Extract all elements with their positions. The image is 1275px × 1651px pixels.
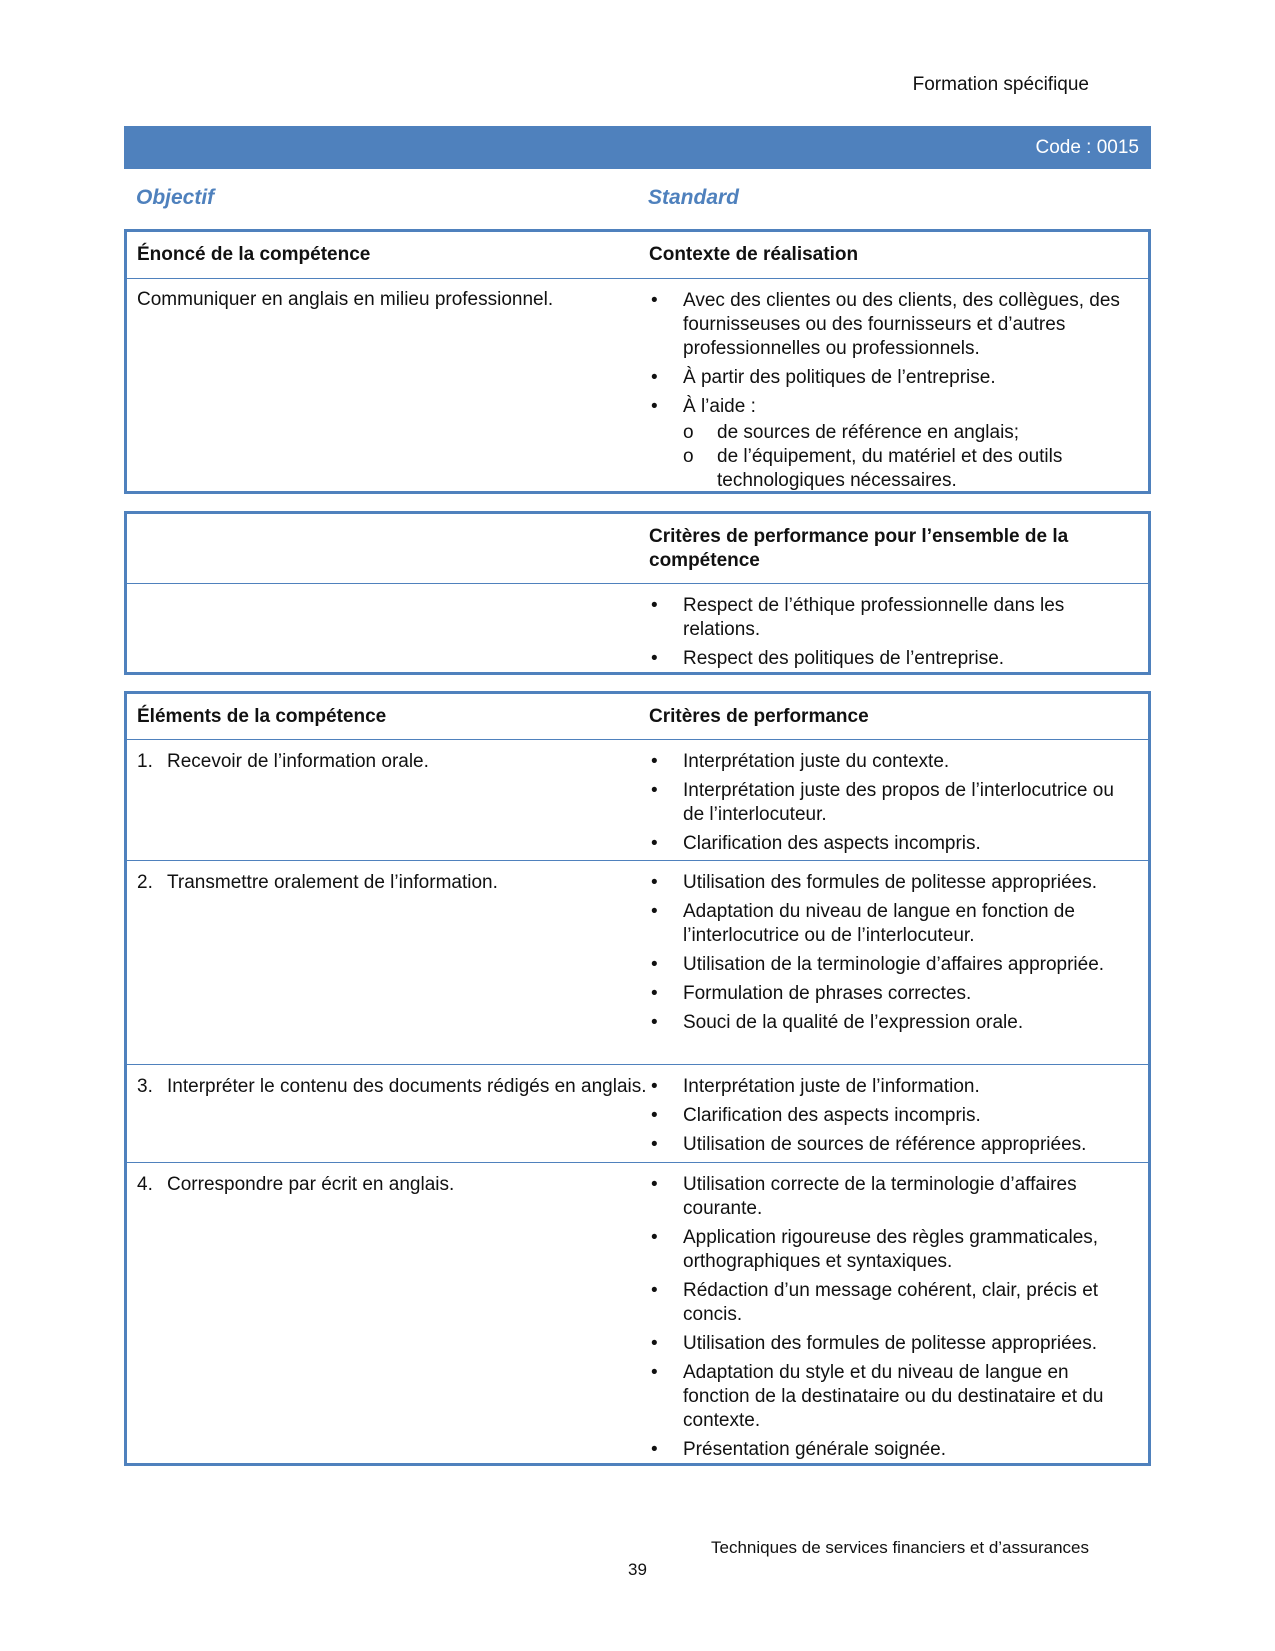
element-number: 2. bbox=[137, 872, 153, 893]
criterion: • Clarification des aspects incompris. bbox=[649, 832, 1139, 856]
overall-criterion: • Respect de l’éthique professionnelle dans les relations. bbox=[649, 594, 1139, 642]
competence-box bbox=[124, 229, 1151, 494]
context-subitem: o de sources de référence en anglais; bbox=[683, 421, 1139, 445]
element-label bbox=[137, 750, 657, 774]
criteria-list bbox=[649, 871, 1139, 1040]
criterion: • Adaptation du style et du niveau de langue en fonction de la destinataire ou du destinataire et du contexte. bbox=[649, 1361, 1139, 1433]
element-text: Transmettre oralement de l’information. bbox=[167, 872, 498, 893]
element-label bbox=[137, 871, 657, 895]
elements-box bbox=[124, 691, 1151, 1466]
context-item-text: À l’aide : bbox=[683, 396, 756, 417]
competence-body-row bbox=[127, 278, 1148, 491]
competence-statement: Communiquer en anglais en milieu professionnel. bbox=[137, 289, 554, 310]
criterion: • Utilisation de sources de référence appropriées. bbox=[649, 1133, 1139, 1157]
objective-title: Objectif bbox=[136, 186, 215, 209]
criterion: • Rédaction d’un message cohérent, clair, précis et concis. bbox=[649, 1279, 1139, 1327]
overall-criteria-box bbox=[124, 511, 1151, 675]
column-titles bbox=[136, 186, 1146, 212]
criteria-list bbox=[649, 1173, 1139, 1467]
criterion: • Utilisation de la terminologie d’affaires appropriée. bbox=[649, 953, 1139, 977]
element-row bbox=[127, 1162, 1148, 1463]
overall-criterion: • Respect des politiques de l’entreprise. bbox=[649, 647, 1139, 671]
element-row bbox=[127, 739, 1148, 860]
context-list bbox=[649, 289, 1139, 498]
element-number: 4. bbox=[137, 1174, 153, 1195]
criteria-list bbox=[649, 1075, 1139, 1162]
criterion: • Interprétation juste de l’information. bbox=[649, 1075, 1139, 1099]
overall-criteria-body-row bbox=[127, 583, 1148, 672]
element-number: 1. bbox=[137, 751, 153, 772]
element-text: Recevoir de l’information orale. bbox=[167, 751, 429, 772]
elements-heading: Éléments de la compétence bbox=[137, 706, 387, 727]
criteria-list bbox=[649, 750, 1139, 861]
competency-code: Code : 0015 bbox=[1035, 137, 1139, 158]
criterion: • Application rigoureuse des règles grammaticales, orthographiques et syntaxiques. bbox=[649, 1226, 1139, 1274]
overall-criteria-heading: Critères de performance pour l’ensemble de la compétence bbox=[649, 526, 1069, 571]
criterion: • Présentation générale soignée. bbox=[649, 1438, 1139, 1462]
element-number: 3. bbox=[137, 1076, 153, 1097]
criterion: • Adaptation du niveau de langue en fonction de l’interlocutrice ou de l’interlocuteur. bbox=[649, 900, 1139, 948]
criterion: • Utilisation des formules de politesse appropriées. bbox=[649, 1332, 1139, 1356]
context-item bbox=[649, 395, 1139, 493]
standard-title: Standard bbox=[648, 186, 740, 209]
criterion: • Utilisation correcte de la terminologie d’affaires courante. bbox=[649, 1173, 1139, 1221]
page-number: 39 bbox=[628, 1560, 647, 1579]
overall-criteria-list bbox=[649, 594, 1139, 676]
elements-header-row bbox=[127, 694, 1148, 739]
header-section-label: Formation spécifique bbox=[912, 74, 1089, 95]
competence-header-row bbox=[127, 232, 1148, 278]
criterion: • Clarification des aspects incompris. bbox=[649, 1104, 1139, 1128]
element-label bbox=[137, 1173, 657, 1197]
context-heading: Contexte de réalisation bbox=[649, 244, 859, 265]
element-label bbox=[137, 1075, 657, 1099]
context-item: • Avec des clientes ou des clients, des collègues, des fournisseuses ou des fournisseurs et d’autres professionnelles ou professionnels. bbox=[649, 289, 1139, 361]
criterion: • Interprétation juste du contexte. bbox=[649, 750, 1139, 774]
footer-program: Techniques de services financiers et d’assurances bbox=[711, 1538, 1089, 1557]
context-item: • À partir des politiques de l’entreprise. bbox=[649, 366, 1139, 390]
context-subitem: o de l’équipement, du matériel et des outils technologiques nécessaires. bbox=[683, 445, 1139, 493]
element-text: Correspondre par écrit en anglais. bbox=[167, 1174, 455, 1195]
criterion: • Utilisation des formules de politesse appropriées. bbox=[649, 871, 1139, 895]
element-row bbox=[127, 860, 1148, 1064]
code-bar bbox=[124, 126, 1151, 169]
element-row bbox=[127, 1064, 1148, 1162]
criterion: • Formulation de phrases correctes. bbox=[649, 982, 1139, 1006]
overall-criteria-header-row bbox=[127, 514, 1148, 583]
element-text: Interpréter le contenu des documents rédigés en anglais. bbox=[167, 1076, 647, 1097]
criterion: • Souci de la qualité de l’expression orale. bbox=[649, 1011, 1139, 1035]
competence-heading: Énoncé de la compétence bbox=[137, 244, 371, 265]
criteria-heading: Critères de performance bbox=[649, 706, 869, 727]
criterion: • Interprétation juste des propos de l’interlocutrice ou de l’interlocuteur. bbox=[649, 779, 1139, 827]
